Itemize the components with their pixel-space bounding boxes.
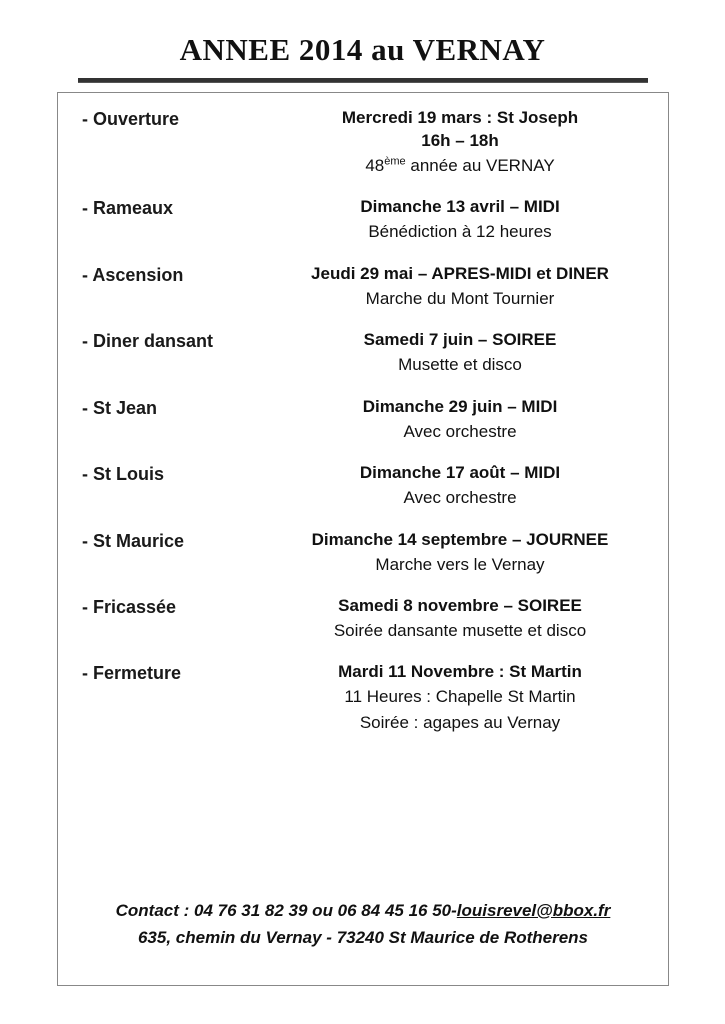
event-main-line: Dimanche 29 juin – MIDI <box>362 396 558 416</box>
event-details <box>268 107 658 178</box>
event-details <box>268 196 658 244</box>
event-sub-line-1: Marche vers le Vernay <box>375 554 545 574</box>
contact-footer <box>58 897 668 951</box>
event-main-line: Dimanche 17 août – MIDI <box>359 463 561 483</box>
event-main-line: Samedi 7 juin – SOIREE <box>363 330 557 350</box>
contact-line <box>58 897 668 924</box>
event-label: - Rameaux <box>82 198 174 219</box>
event-sub-line-1: 11 Heures : Chapelle St Martin <box>344 687 576 707</box>
list-item <box>68 595 658 643</box>
event-label: - Ouverture <box>82 109 180 129</box>
list-item <box>68 661 658 735</box>
title-divider <box>78 78 648 83</box>
list-item <box>68 462 658 510</box>
event-details <box>268 396 658 444</box>
event-details <box>268 595 658 643</box>
list-item <box>68 263 658 311</box>
address-line: 635, chemin du Vernay - 73240 St Maurice de Rotherens <box>137 927 589 947</box>
event-main-line: Mardi 11 Novembre : St Martin <box>338 662 582 682</box>
list-item <box>68 396 658 444</box>
contact-phones: Contact : 04 76 31 82 39 ou 06 84 45 16 50- <box>115 900 457 920</box>
list-item <box>68 107 658 178</box>
events-frame <box>57 92 669 986</box>
event-sub-line-1: Bénédiction à 12 heures <box>368 222 552 242</box>
event-label: - Diner dansant <box>82 331 214 352</box>
events-list <box>58 93 668 735</box>
event-sub-line-1: Soirée dansante musette et disco <box>333 620 587 640</box>
event-label: - Fricassée <box>82 597 177 617</box>
page-title: ANNEE 2014 au VERNAY <box>179 32 546 67</box>
event-main-line: Samedi 8 novembre – SOIREE <box>338 596 582 615</box>
event-main-line: Dimanche 14 septembre – JOURNEE <box>311 529 609 549</box>
event-sub-line-1: Avec orchestre <box>403 421 517 441</box>
event-details <box>268 661 658 735</box>
list-item <box>68 196 658 244</box>
event-sub-line-1: Musette et disco <box>398 355 522 375</box>
event-main-line: Dimanche 13 avril – MIDI <box>360 197 560 217</box>
event-sub-line-2 <box>268 153 652 179</box>
event-sub-line-1: 16h – 18h <box>421 130 499 150</box>
event-sub-line-1: Avec orchestre <box>403 488 517 508</box>
event-main-line: Jeudi 29 mai – APRES-MIDI et DINER <box>311 263 609 283</box>
event-details <box>268 263 658 311</box>
event-main-line: Mercredi 19 mars : St Joseph <box>341 108 579 127</box>
event-label: - Fermeture <box>82 663 182 684</box>
anniversary-suffix: ème <box>384 155 406 168</box>
contact-email[interactable]: louisrevel@bbox.fr <box>456 900 611 920</box>
anniversary-rest: année au VERNAY <box>405 155 555 175</box>
event-label: - St Louis <box>82 464 164 485</box>
event-details <box>268 462 658 510</box>
event-sub-line-1: Marche du Mont Tournier <box>365 288 555 308</box>
list-item <box>68 529 658 577</box>
event-label: - Ascension <box>82 264 184 285</box>
event-label: - St Maurice <box>82 530 185 551</box>
anniversary-number: 48 <box>365 155 385 175</box>
event-details <box>268 529 658 577</box>
event-sub-line-2: Soirée : agapes au Vernay <box>359 712 561 732</box>
list-item <box>68 329 658 377</box>
event-label: - St Jean <box>82 397 158 418</box>
event-details <box>268 329 658 377</box>
